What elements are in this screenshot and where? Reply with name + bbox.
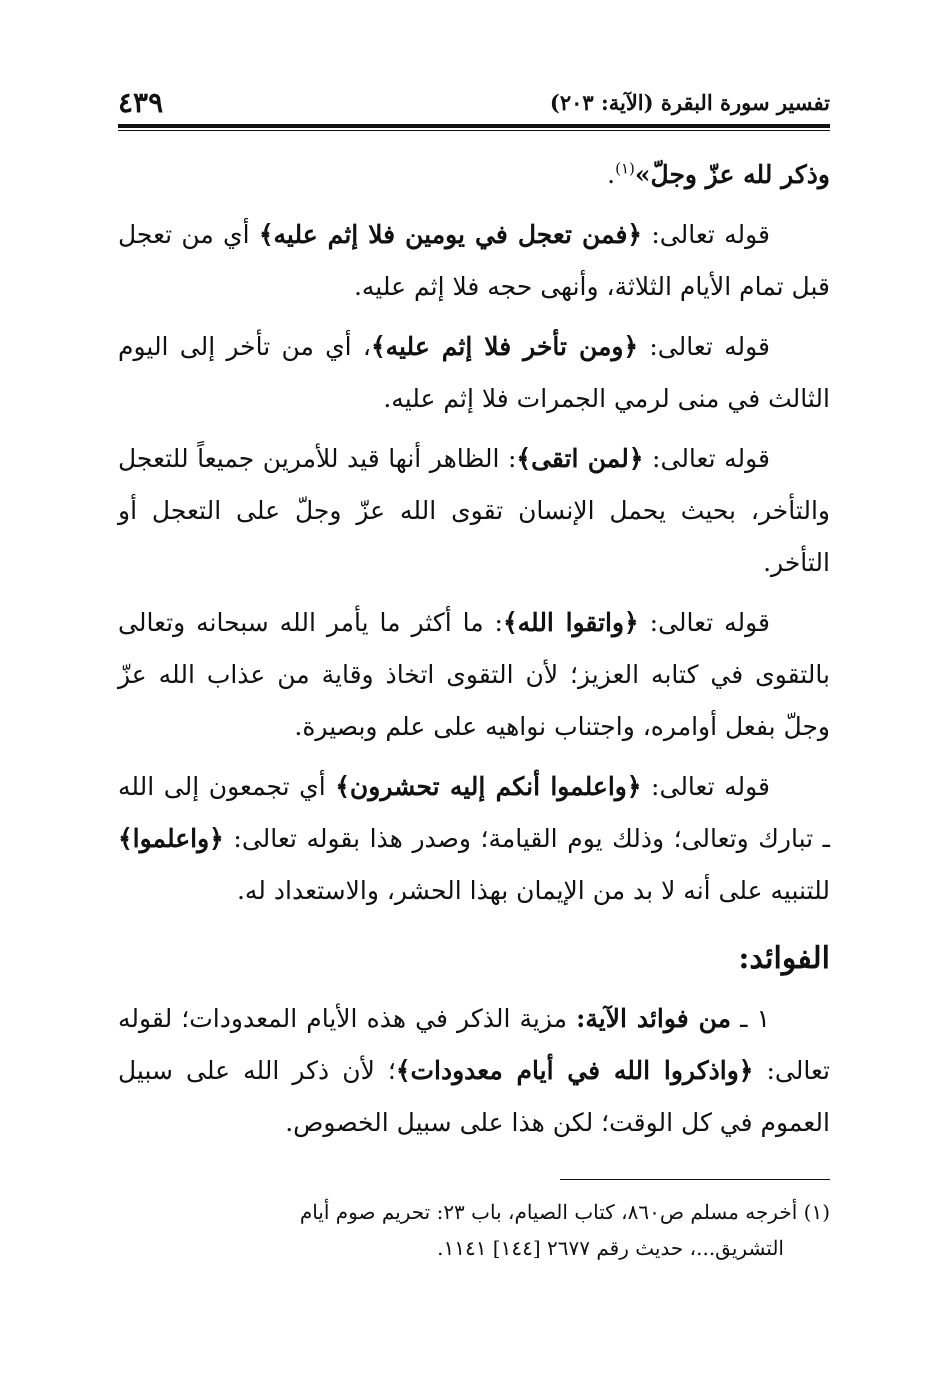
text-run: : الظاهر أنها قيد للأمرين جميعاً للتعجل والتأخر، بحيث يحمل الإنسان تقوى الله عزّ وجلّ على التعجل أو التأخر. (118, 444, 830, 577)
text-run: . (607, 160, 616, 189)
chapter-title: تفسير سورة البقرة (الآية: ٢٠٣) (549, 90, 830, 115)
paragraph (118, 433, 830, 589)
text-run: ، أي من تأخر إلى اليوم الثالث في منى لرمي الجمرات فلا إثم عليه. (118, 332, 830, 413)
footnote-ref[interactable]: (١) (615, 159, 635, 178)
paragraph (118, 209, 830, 313)
text-run: أي من تعجل قبل تمام الأيام الثلاثة، وأنهى حجه فلا إثم عليه. (118, 220, 830, 301)
text-run: : ما أكثر ما يأمر الله سبحانه وتعالى بالتقوى في كتابه العزيز؛ لأن التقوى اتخاذ وقاية من عذاب الله عزّ وجلّ بفعل أوامره، واجتناب نواهيه على علم وبصيرة. (118, 608, 830, 741)
text-run: قوله تعالى: (643, 444, 770, 473)
paragraph (118, 597, 830, 753)
paragraph (118, 149, 830, 201)
paragraph (118, 761, 830, 917)
text-run: مزية الذكر في هذه الأيام المعدودات؛ لقوله تعالى: (118, 1004, 830, 1085)
text-run: قوله تعالى: (638, 608, 770, 637)
footnote-line-1: (١) أخرجه مسلم ص٨٦٠، كتاب الصيام، باب ٢٣: تحريم صوم أيام (299, 1200, 830, 1224)
footnote (118, 1194, 830, 1266)
text-run: للتنبيه على أنه لا بد من الإيمان بهذا الحشر، والاستعداد له. (236, 876, 830, 905)
quran-quote: من فوائد الآية: (576, 1004, 732, 1033)
header-rule-thin (118, 130, 830, 131)
text-run: قوله تعالى: (642, 220, 770, 249)
quran-quote: ﴿واعلموا أنكم إليه تحشرون﴾ (335, 772, 642, 801)
commentary-paragraphs (118, 149, 830, 917)
quran-quote: وذكر لله عزّ وجلّ» (634, 160, 830, 189)
text-run: ١ ـ (731, 1004, 770, 1033)
text-run: قوله تعالى: (638, 332, 771, 361)
benefits-list (118, 993, 830, 1149)
book-page (118, 86, 830, 1346)
quran-quote: ﴿فمن تعجل في يومين فلا إثم عليه﴾ (258, 220, 643, 249)
text-run: قوله تعالى: (641, 772, 771, 801)
section-heading: الفوائد: (738, 941, 830, 976)
main-text (118, 149, 830, 1149)
footnote-separator (560, 1179, 830, 1180)
quran-quote: ﴿ومن تأخر فلا إثم عليه﴾ (370, 332, 639, 361)
quran-quote: ﴿واذكروا الله في أيام معدودات﴾ (395, 1056, 754, 1085)
quran-quote: ﴿واتقوا الله﴾ (502, 608, 639, 637)
quran-quote: ﴿واعلموا﴾ (118, 824, 224, 853)
page-number: ٤٣٩ (118, 86, 164, 119)
quran-quote: ﴿لمن اتقى﴾ (516, 444, 644, 473)
benefit-item (118, 993, 830, 1149)
footnote-line-2: التشريق...، حديث رقم ٢٦٧٧ [١٤٤] ١١٤١. (437, 1236, 784, 1260)
header-rule-thick (118, 124, 830, 128)
text-run: ؛ لأن ذكر الله على سبيل العموم في كل الوقت؛ لكن هذا على سبيل الخصوص. (118, 1056, 830, 1137)
text-run: أي تجمعون إلى الله ـ تبارك وتعالى؛ وذلك يوم القيامة؛ وصدر هذا بقوله تعالى: (118, 772, 830, 853)
running-header (118, 86, 830, 122)
paragraph (118, 321, 830, 425)
